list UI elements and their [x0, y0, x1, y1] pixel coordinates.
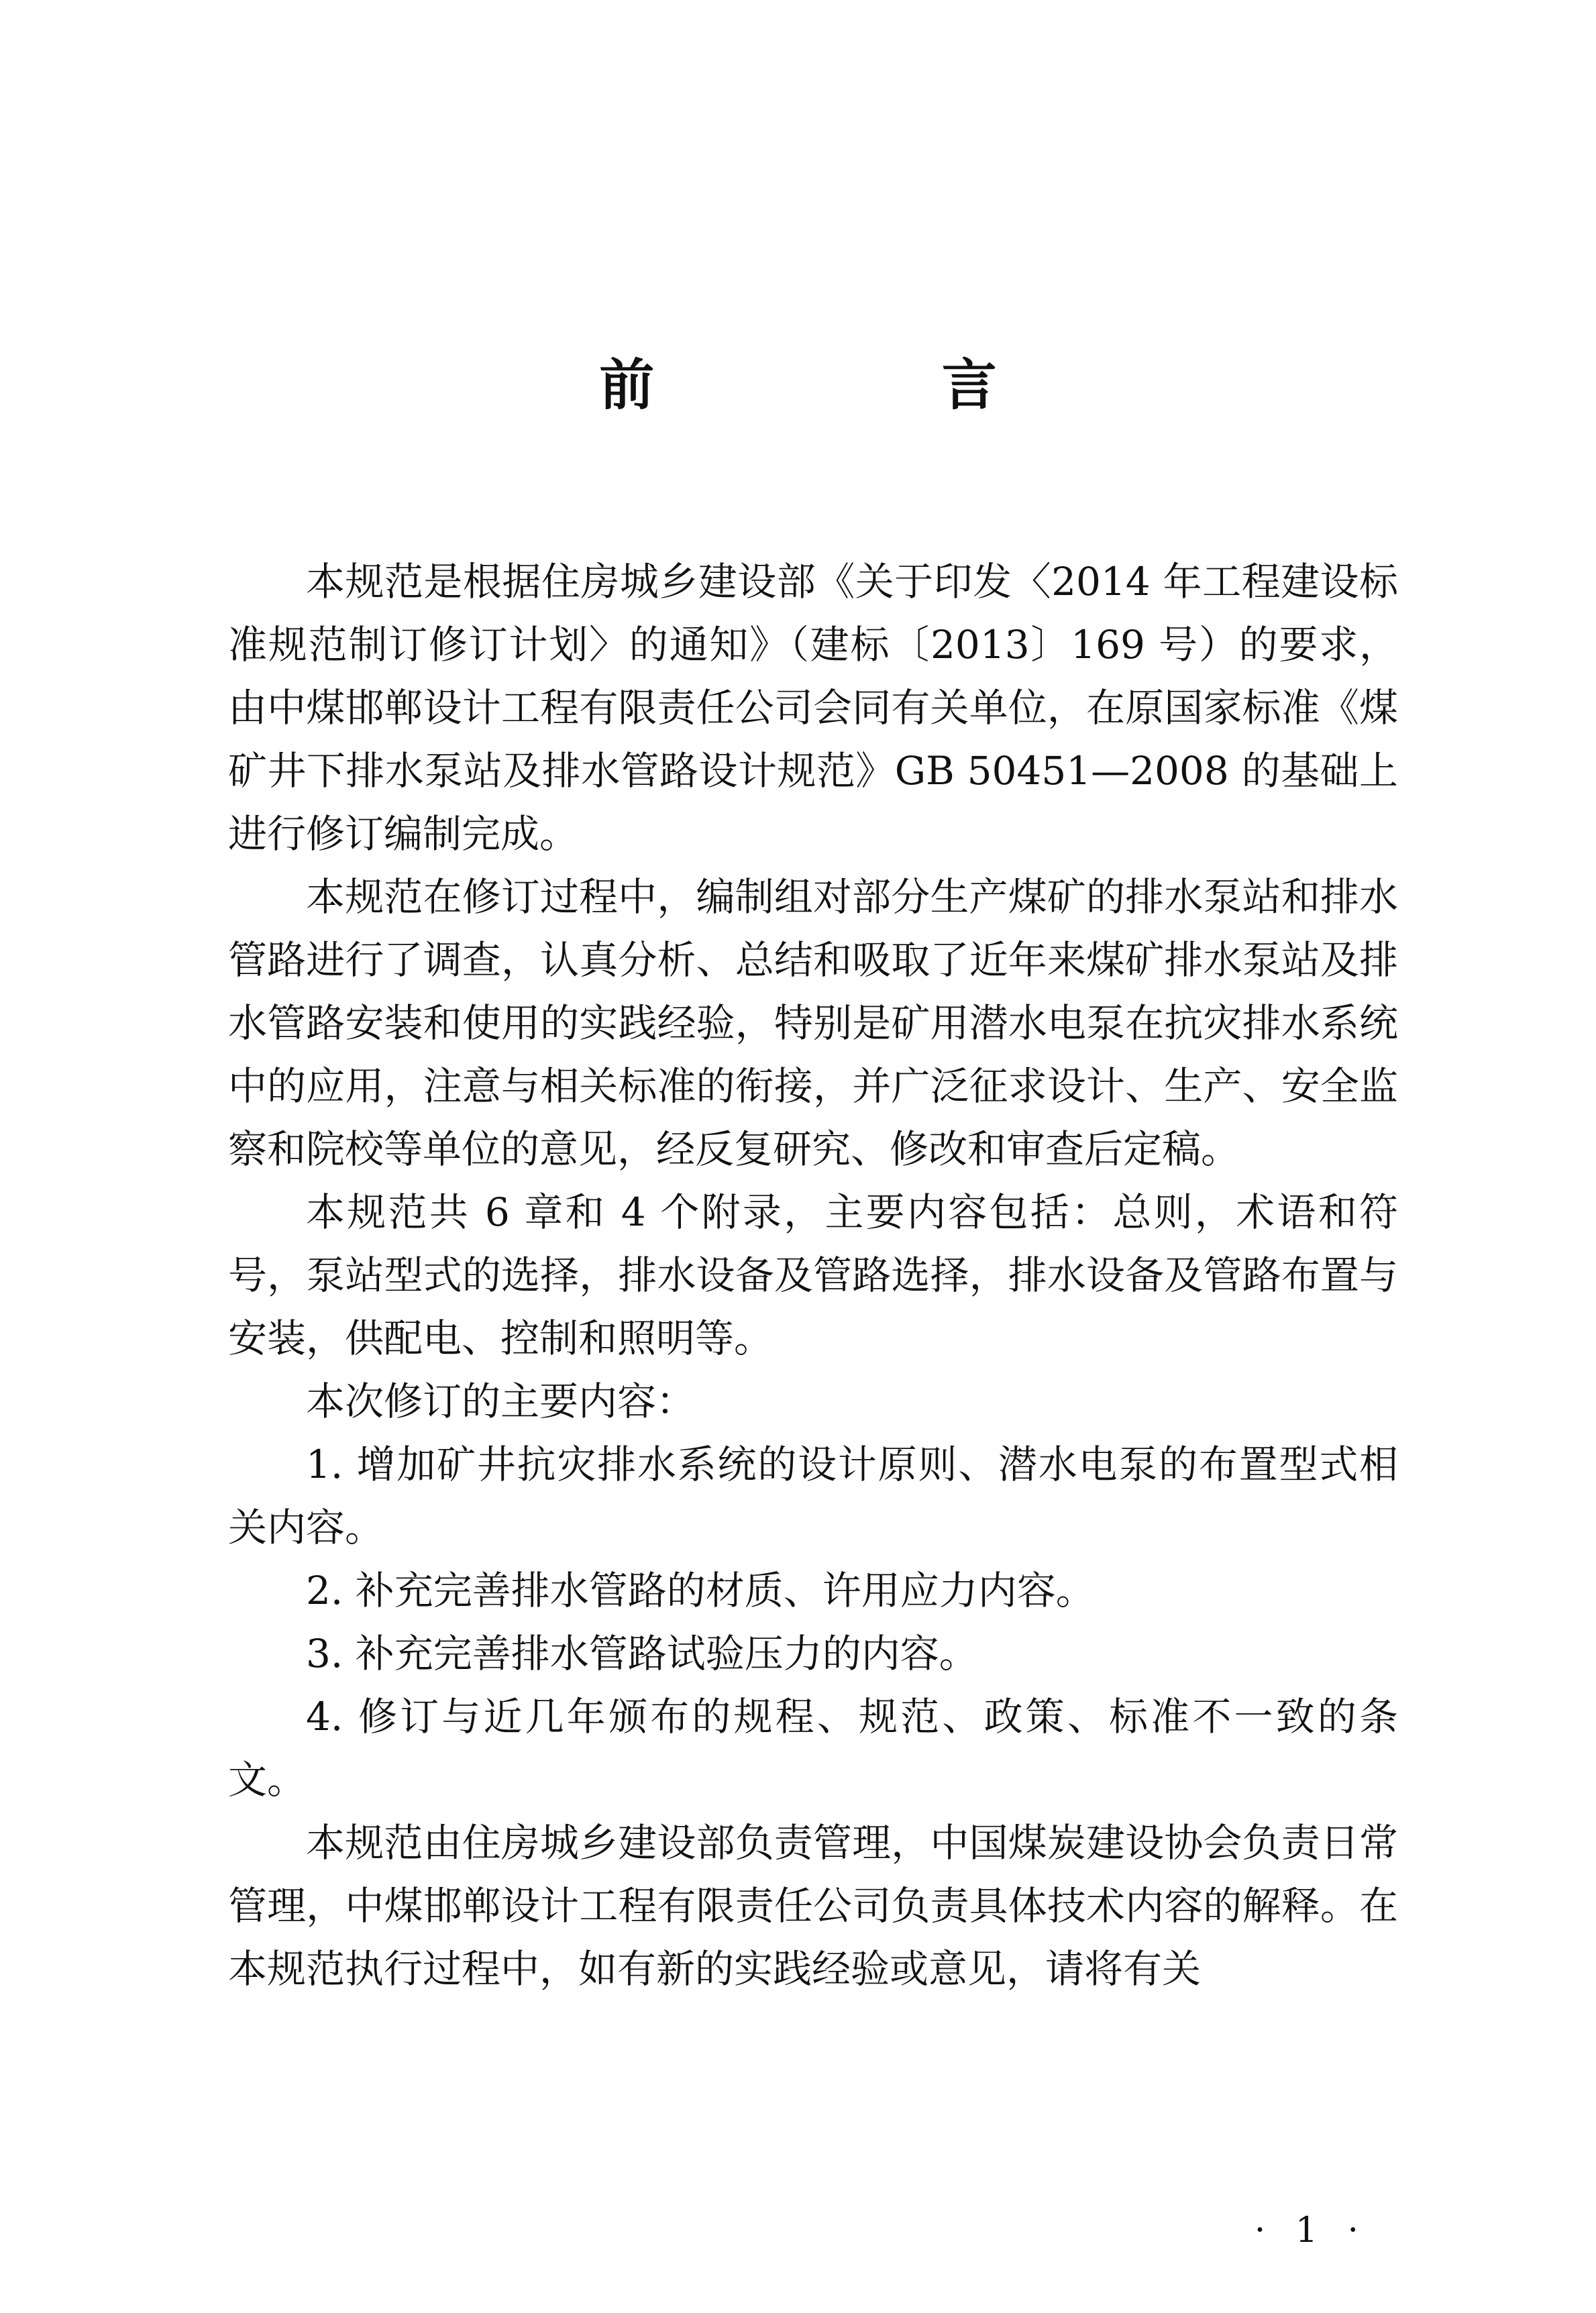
preface-body — [228, 550, 1398, 2000]
page-number: · 1 · — [1254, 2210, 1368, 2251]
list-item-1: 1. 增加矿井抗灾排水系统的设计原则、潜水电泵的布置型式相关内容。 — [228, 1442, 1398, 1550]
page-title: 前 言 — [599, 354, 1131, 417]
paragraph-revision-process: 本规范在修订过程中，编制组对部分生产煤矿的排水泵站和排水管路进行了调查，认真分析、总结和吸取了近年来煤矿排水泵站及排水管路安装和使用的实践经验，特别是矿用潜水电泵在抗灾排水系统中的应用，注意与相关标准的衔接，并广泛征求设计、生产、安全监察和院校等单位的意见，经反复研究、修改和审查后定稿。 — [228, 874, 1398, 1172]
list-item-4: 4. 修订与近几年颁布的规程、规范、政策、标准不一致的条文。 — [228, 1694, 1398, 1803]
paragraph-management: 本规范由住房城乡建设部负责管理，中国煤炭建设协会负责日常管理，中煤邯郸设计工程有限责任公司负责具体技术内容的解释。在本规范执行过程中，如有新的实践经验或意见，请将有关 — [228, 1820, 1398, 1992]
list-item-3: 3. 补充完善排水管路试验压力的内容。 — [306, 1631, 978, 1676]
paragraph-basis: 本规范是根据住房城乡建设部《关于印发〈2014 年工程建设标准规范制订修订计划〉的通知》（建标〔2013〕169 号）的要求，由中煤邯郸设计工程有限责任公司会同有关单位，在原国家标准《煤矿井下排水泵站及排水管路设计规范》GB 50451—2008 的基础上进行修订编制完成。 — [228, 559, 1398, 857]
paragraph-revision-heading: 本次修订的主要内容： — [306, 1379, 696, 1424]
list-item-2: 2. 补充完善排水管路的材质、许用应力内容。 — [306, 1568, 1095, 1613]
paragraph-contents: 本规范共 6 章和 4 个附录，主要内容包括：总则，术语和符号，泵站型式的选择，排水设备及管路选择，排水设备及管路布置与安装，供配电、控制和照明等。 — [228, 1189, 1398, 1361]
